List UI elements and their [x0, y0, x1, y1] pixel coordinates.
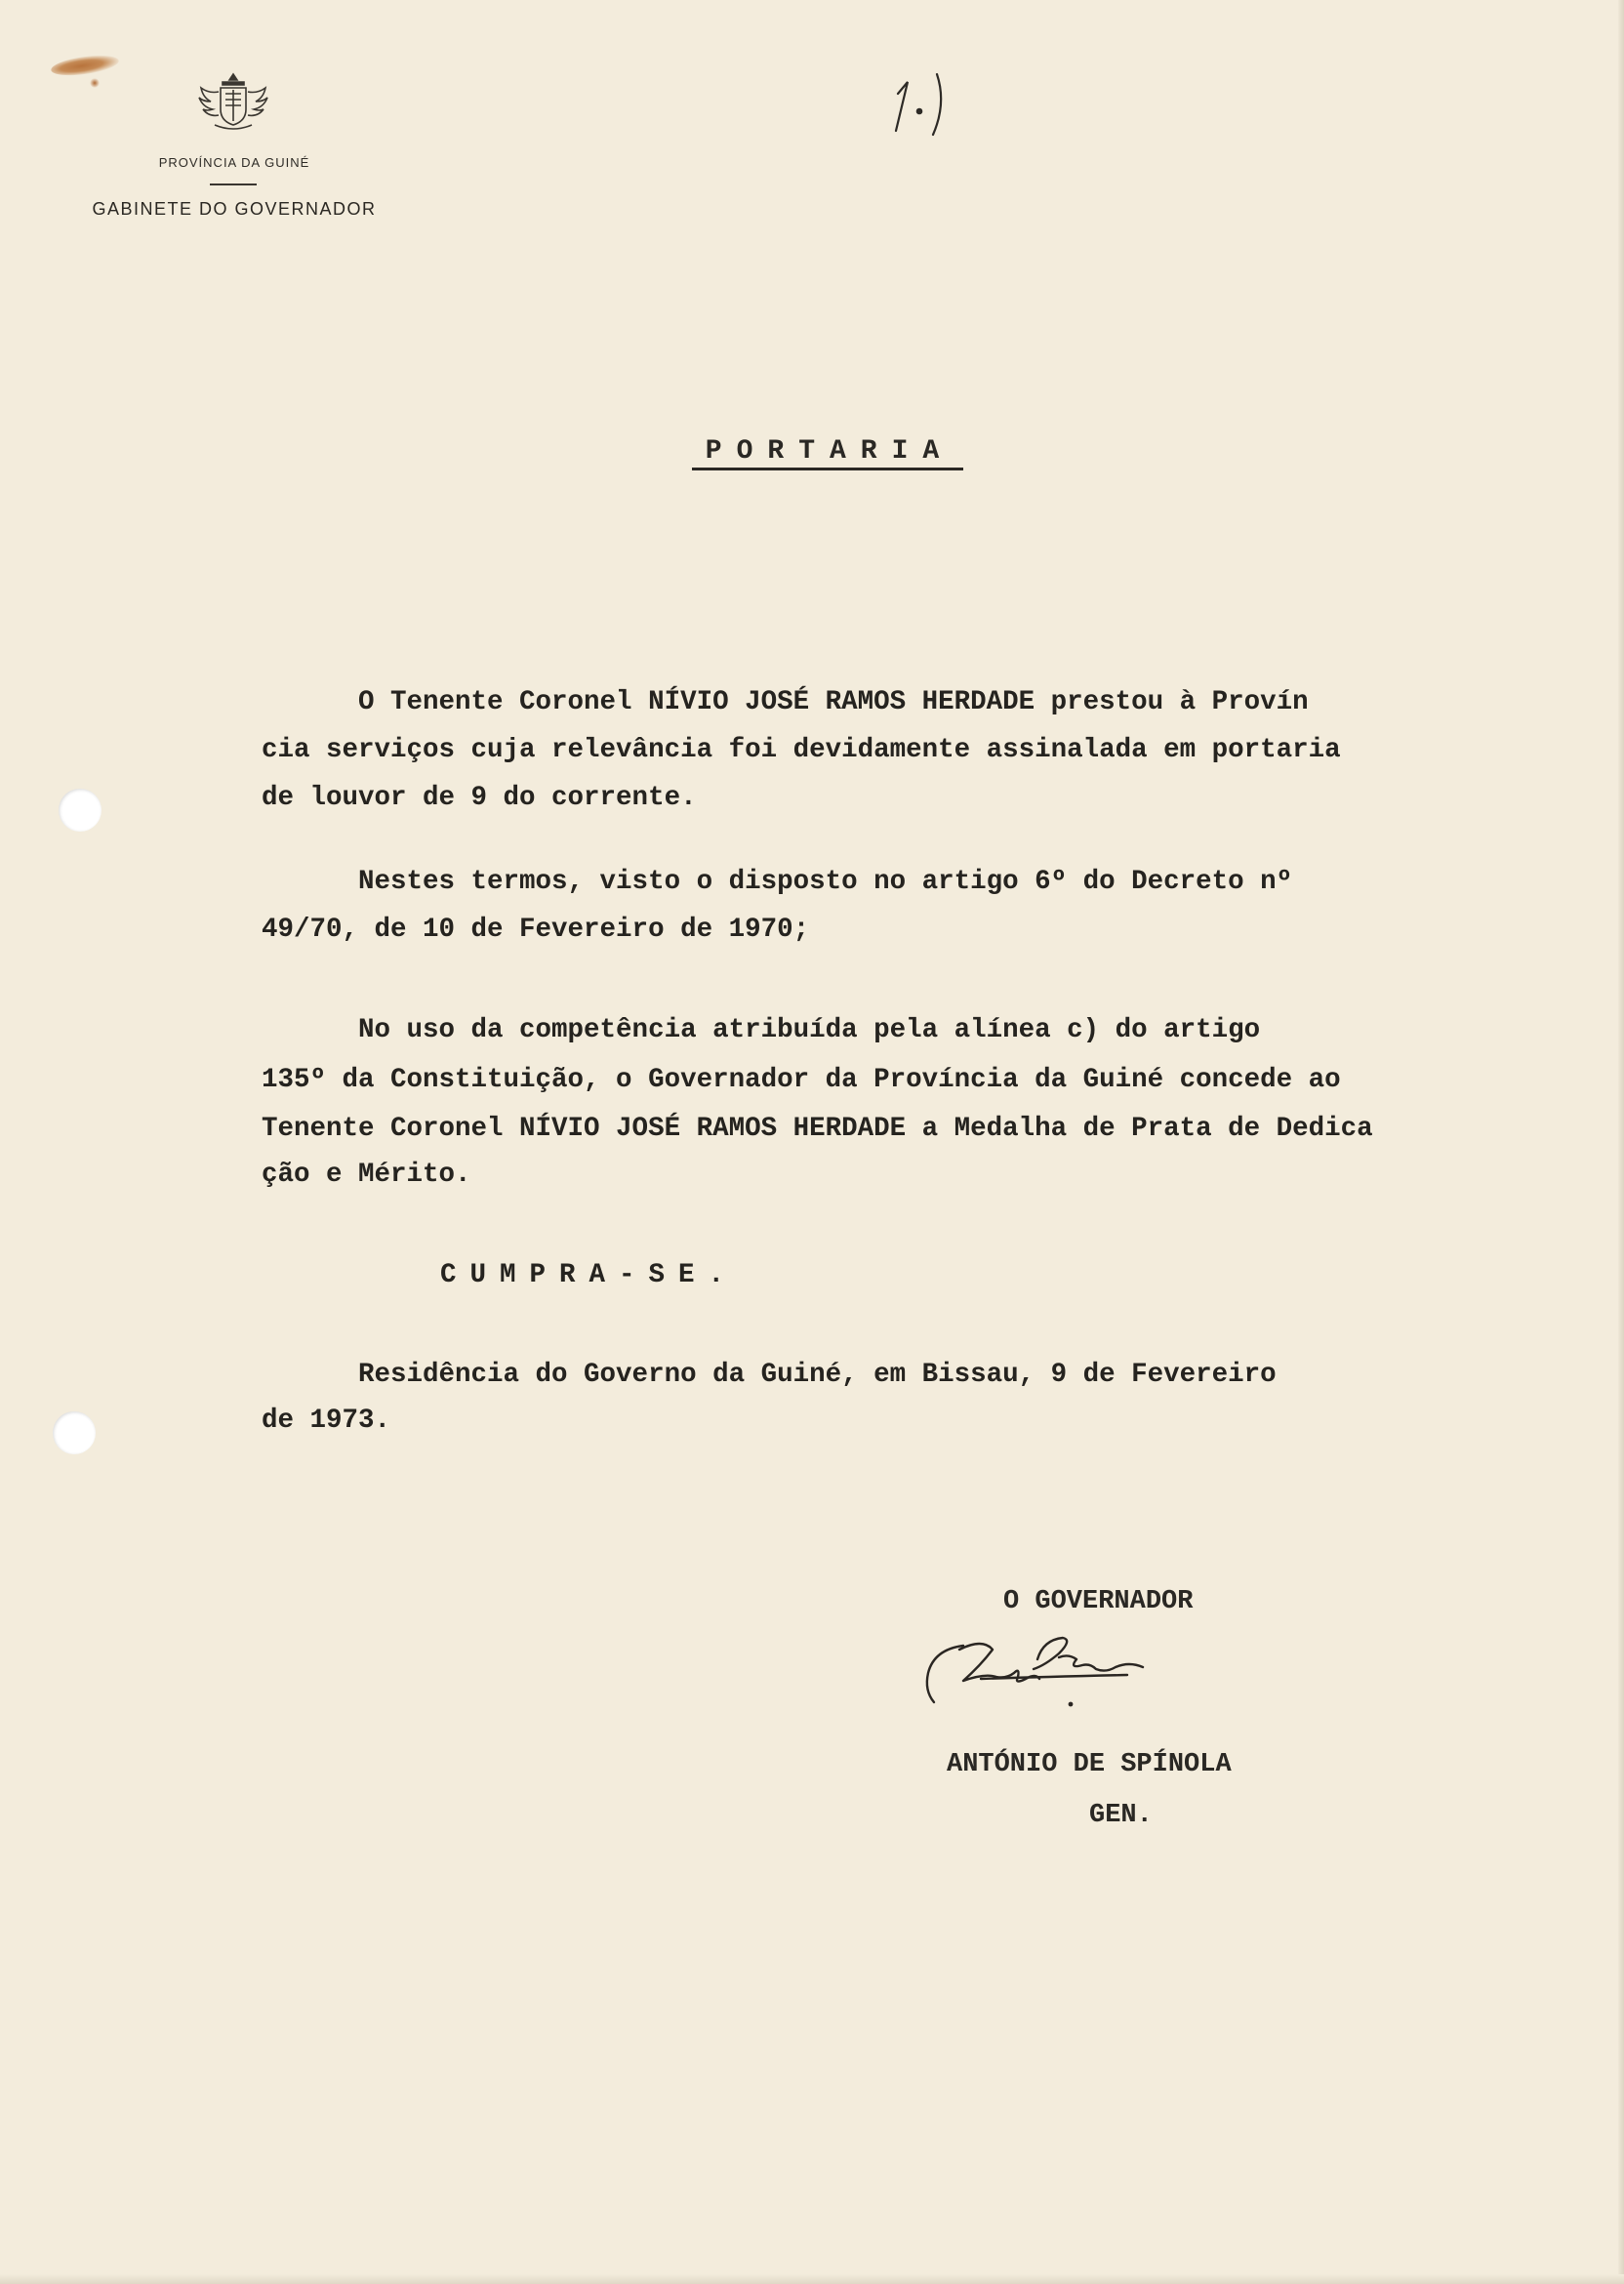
header-gabinete: GABINETE DO GOVERNADOR: [92, 199, 377, 219]
header-provincia: PROVÍNCIA DA GUINÉ: [158, 155, 310, 170]
residence-line-1: Residência do Governo da Guiné, em Bissau, 9 de Fevereiro: [262, 1360, 1277, 1390]
residence-line-2: de 1973.: [262, 1406, 391, 1436]
page-edge: [1618, 0, 1624, 2284]
signer-name: ANTÓNIO DE SPÍNOLA: [947, 1750, 1232, 1779]
rust-stain: [50, 52, 120, 79]
paragraph-1-line-1: O Tenente Coronel NÍVIO JOSÉ RAMOS HERDADE prestou à Provín: [262, 687, 1309, 717]
cumpra-se: CUMPRA-SE.: [262, 1260, 739, 1290]
document-title: PORTARIA: [705, 436, 954, 467]
paragraph-1-line-3: de louvor de 9 do corrente.: [262, 783, 697, 813]
paragraph-3-line-3: Tenente Coronel NÍVIO JOSÉ RAMOS HERDADE a Medalha de Prata de Dedica: [262, 1114, 1373, 1144]
page-bottom-edge: [0, 2274, 1624, 2284]
paragraph-2-line-1: Nestes termos, visto o disposto no artigo 6º do Decreto nº: [262, 867, 1293, 897]
folio-mark: [880, 64, 968, 143]
paragraph-1-line-2: cia serviços cuja relevância foi devidamente assinalada em portaria: [262, 735, 1341, 765]
coat-of-arms-icon: [193, 70, 273, 133]
punch-hole-bottom: [53, 1411, 96, 1454]
punch-hole-top: [59, 789, 102, 832]
signer-rank: GEN.: [1089, 1801, 1153, 1830]
title-underline: [692, 468, 963, 470]
header-divider: [210, 184, 257, 185]
signature-label: O GOVERNADOR: [1003, 1587, 1194, 1616]
paragraph-3-line-4: ção e Mérito.: [262, 1160, 471, 1190]
paragraph-2-line-2: 49/70, de 10 de Fevereiro de 1970;: [262, 915, 810, 945]
handwritten-signature-icon: [913, 1620, 1254, 1737]
paragraph-3-line-1: No uso da competência atribuída pela alínea c) do artigo: [262, 1015, 1261, 1045]
rust-stain-small: [90, 78, 100, 88]
paragraph-3-line-2: 135º da Constituição, o Governador da Província da Guiné concede ao: [262, 1065, 1341, 1095]
